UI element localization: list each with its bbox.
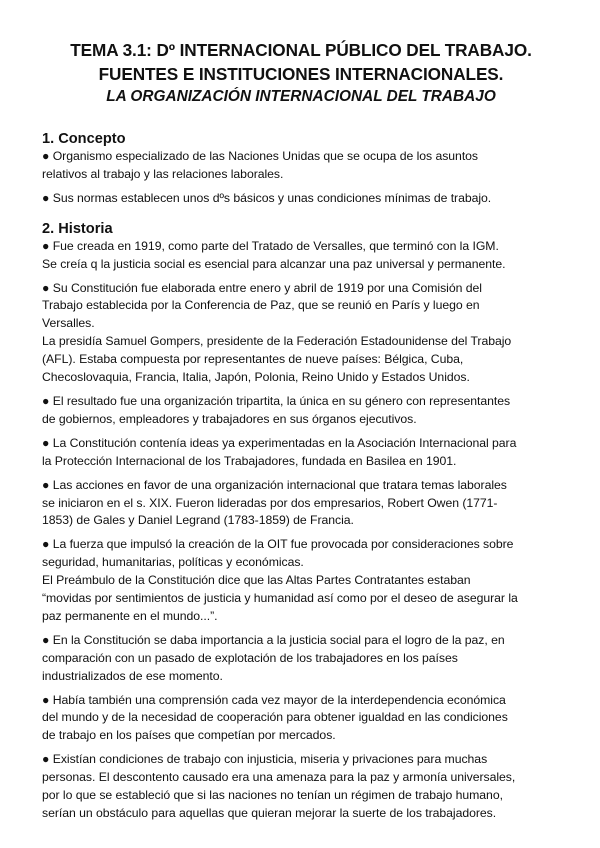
- text-line: ● Organismo especializado de las Naciones Unidas que se ocupa de los asuntos: [42, 149, 479, 163]
- bullet-paragraph: [42, 477, 560, 531]
- text-line: ● El resultado fue una organización tripartita, la única en su género con representantes: [42, 393, 511, 408]
- document-title: [42, 38, 560, 108]
- title-line-2: FUENTES E INSTITUCIONES INTERNACIONALES.: [98, 64, 504, 84]
- bullet-paragraph: [42, 393, 560, 429]
- text-line: relativos al trabajo y las relaciones laborales.: [42, 166, 284, 181]
- text-line: Versalles.: [42, 316, 95, 331]
- bullet-paragraph: [42, 280, 560, 387]
- text-line: ● Fue creada en 1919, como parte del Tratado de Versalles, que terminó con la IGM.: [42, 238, 499, 253]
- bullet-paragraph: [42, 751, 560, 823]
- text-line: Trabajo establecida por la Conferencia de Paz, que se reunió en París y luego en: [42, 298, 480, 313]
- text-line: seguridad, humanitarias, políticas y económicas.: [42, 555, 304, 570]
- text-line: ● Había también una comprensión cada vez mayor de la interdependencia económica: [42, 692, 506, 707]
- title-line-1: TEMA 3.1: Dº INTERNACIONAL PÚBLICO DEL TRABAJO.: [70, 40, 532, 60]
- text-line: personas. El descontento causado era una amenaza para la paz y armonía universales,: [42, 770, 516, 785]
- text-line: serían un obstáculo para aquellas que quieran mejorar la suerte de los trabajadores.: [42, 806, 497, 820]
- bullet-paragraph: [42, 632, 560, 686]
- text-line: ● Las acciones en favor de una organización internacional que tratara temas laborales: [42, 477, 507, 492]
- bullet-paragraph: [42, 536, 560, 626]
- text-line: por lo que se estableció que si las naciones no tenían un régimen de trabajo humano,: [42, 788, 503, 803]
- text-line: ● La fuerza que impulsó la creación de la OIT fue provocada por consideraciones sobre: [42, 537, 514, 552]
- bullet-paragraph: [42, 148, 560, 184]
- text-line: ● Sus normas establecen unos dºs básicos y unas condiciones mínimas de trabajo.: [42, 190, 492, 205]
- text-line: ● Su Constitución fue elaborada entre enero y abril de 1919 por una Comisión del: [42, 280, 482, 295]
- section-heading-historia: 2. Historia: [42, 220, 113, 237]
- text-line: Checoslovaquia, Francia, Italia, Japón, Polonia, Reino Unido y Estados Unidos.: [42, 370, 470, 385]
- bullet-paragraph: [42, 238, 560, 274]
- bullet-paragraph: [42, 692, 560, 746]
- text-line: ● En la Constitución se daba importancia a la justicia social para el logro de la paz, en: [42, 632, 505, 647]
- text-line: ● La Constitución contenía ideas ya experimentadas en la Asociación Internacional para: [42, 435, 517, 450]
- text-line: La presidía Samuel Gompers, presidente de la Federación Estadounidense del Trabajo: [42, 334, 512, 349]
- section-historia: [42, 220, 560, 823]
- text-line: (AFL). Estaba compuesta por representantes de nueve países: Bélgica, Cuba,: [42, 352, 464, 367]
- text-line: de trabajo en los países que competían por mercados.: [42, 728, 336, 743]
- bullet-paragraph: [42, 435, 560, 471]
- text-line: 1853) de Gales y Daniel Legrand (1783-1859) de Francia.: [42, 513, 354, 528]
- text-line: paz permanente en el mundo...”.: [42, 608, 218, 623]
- text-line: comparación con un pasado de explotación de los trabajadores en los países: [42, 650, 458, 665]
- text-line: industrializados de ese momento.: [42, 668, 223, 683]
- text-line: la Protección Internacional de los Trabajadores, fundada en Basilea en 1901.: [42, 453, 457, 468]
- text-line: ● Existían condiciones de trabajo con injusticia, miseria y privaciones para muchas: [42, 752, 488, 767]
- text-line: del mundo y de la necesidad de cooperación para obtener igualdad en las condiciones: [42, 710, 508, 725]
- text-line: Se creía q la justicia social es esencial para alcanzar una paz universal y permanente.: [42, 256, 506, 271]
- bullet-paragraph: [42, 190, 560, 208]
- document-subtitle: LA ORGANIZACIÓN INTERNACIONAL DEL TRABAJO: [106, 88, 496, 105]
- section-concepto: [42, 130, 560, 208]
- section-heading-concepto: 1. Concepto: [42, 131, 126, 147]
- text-line: El Preámbulo de la Constitución dice que las Altas Partes Contratantes estaban: [42, 573, 471, 588]
- text-line: “movidas por sentimientos de justicia y humanidad así como por el deseo de asegurar la: [42, 591, 518, 606]
- text-line: de gobiernos, empleadores y trabajadores en sus órganos ejecutivos.: [42, 411, 417, 426]
- text-line: se iniciaron en el s. XIX. Fueron lideradas por dos empresarios, Robert Owen (1771-: [42, 495, 498, 510]
